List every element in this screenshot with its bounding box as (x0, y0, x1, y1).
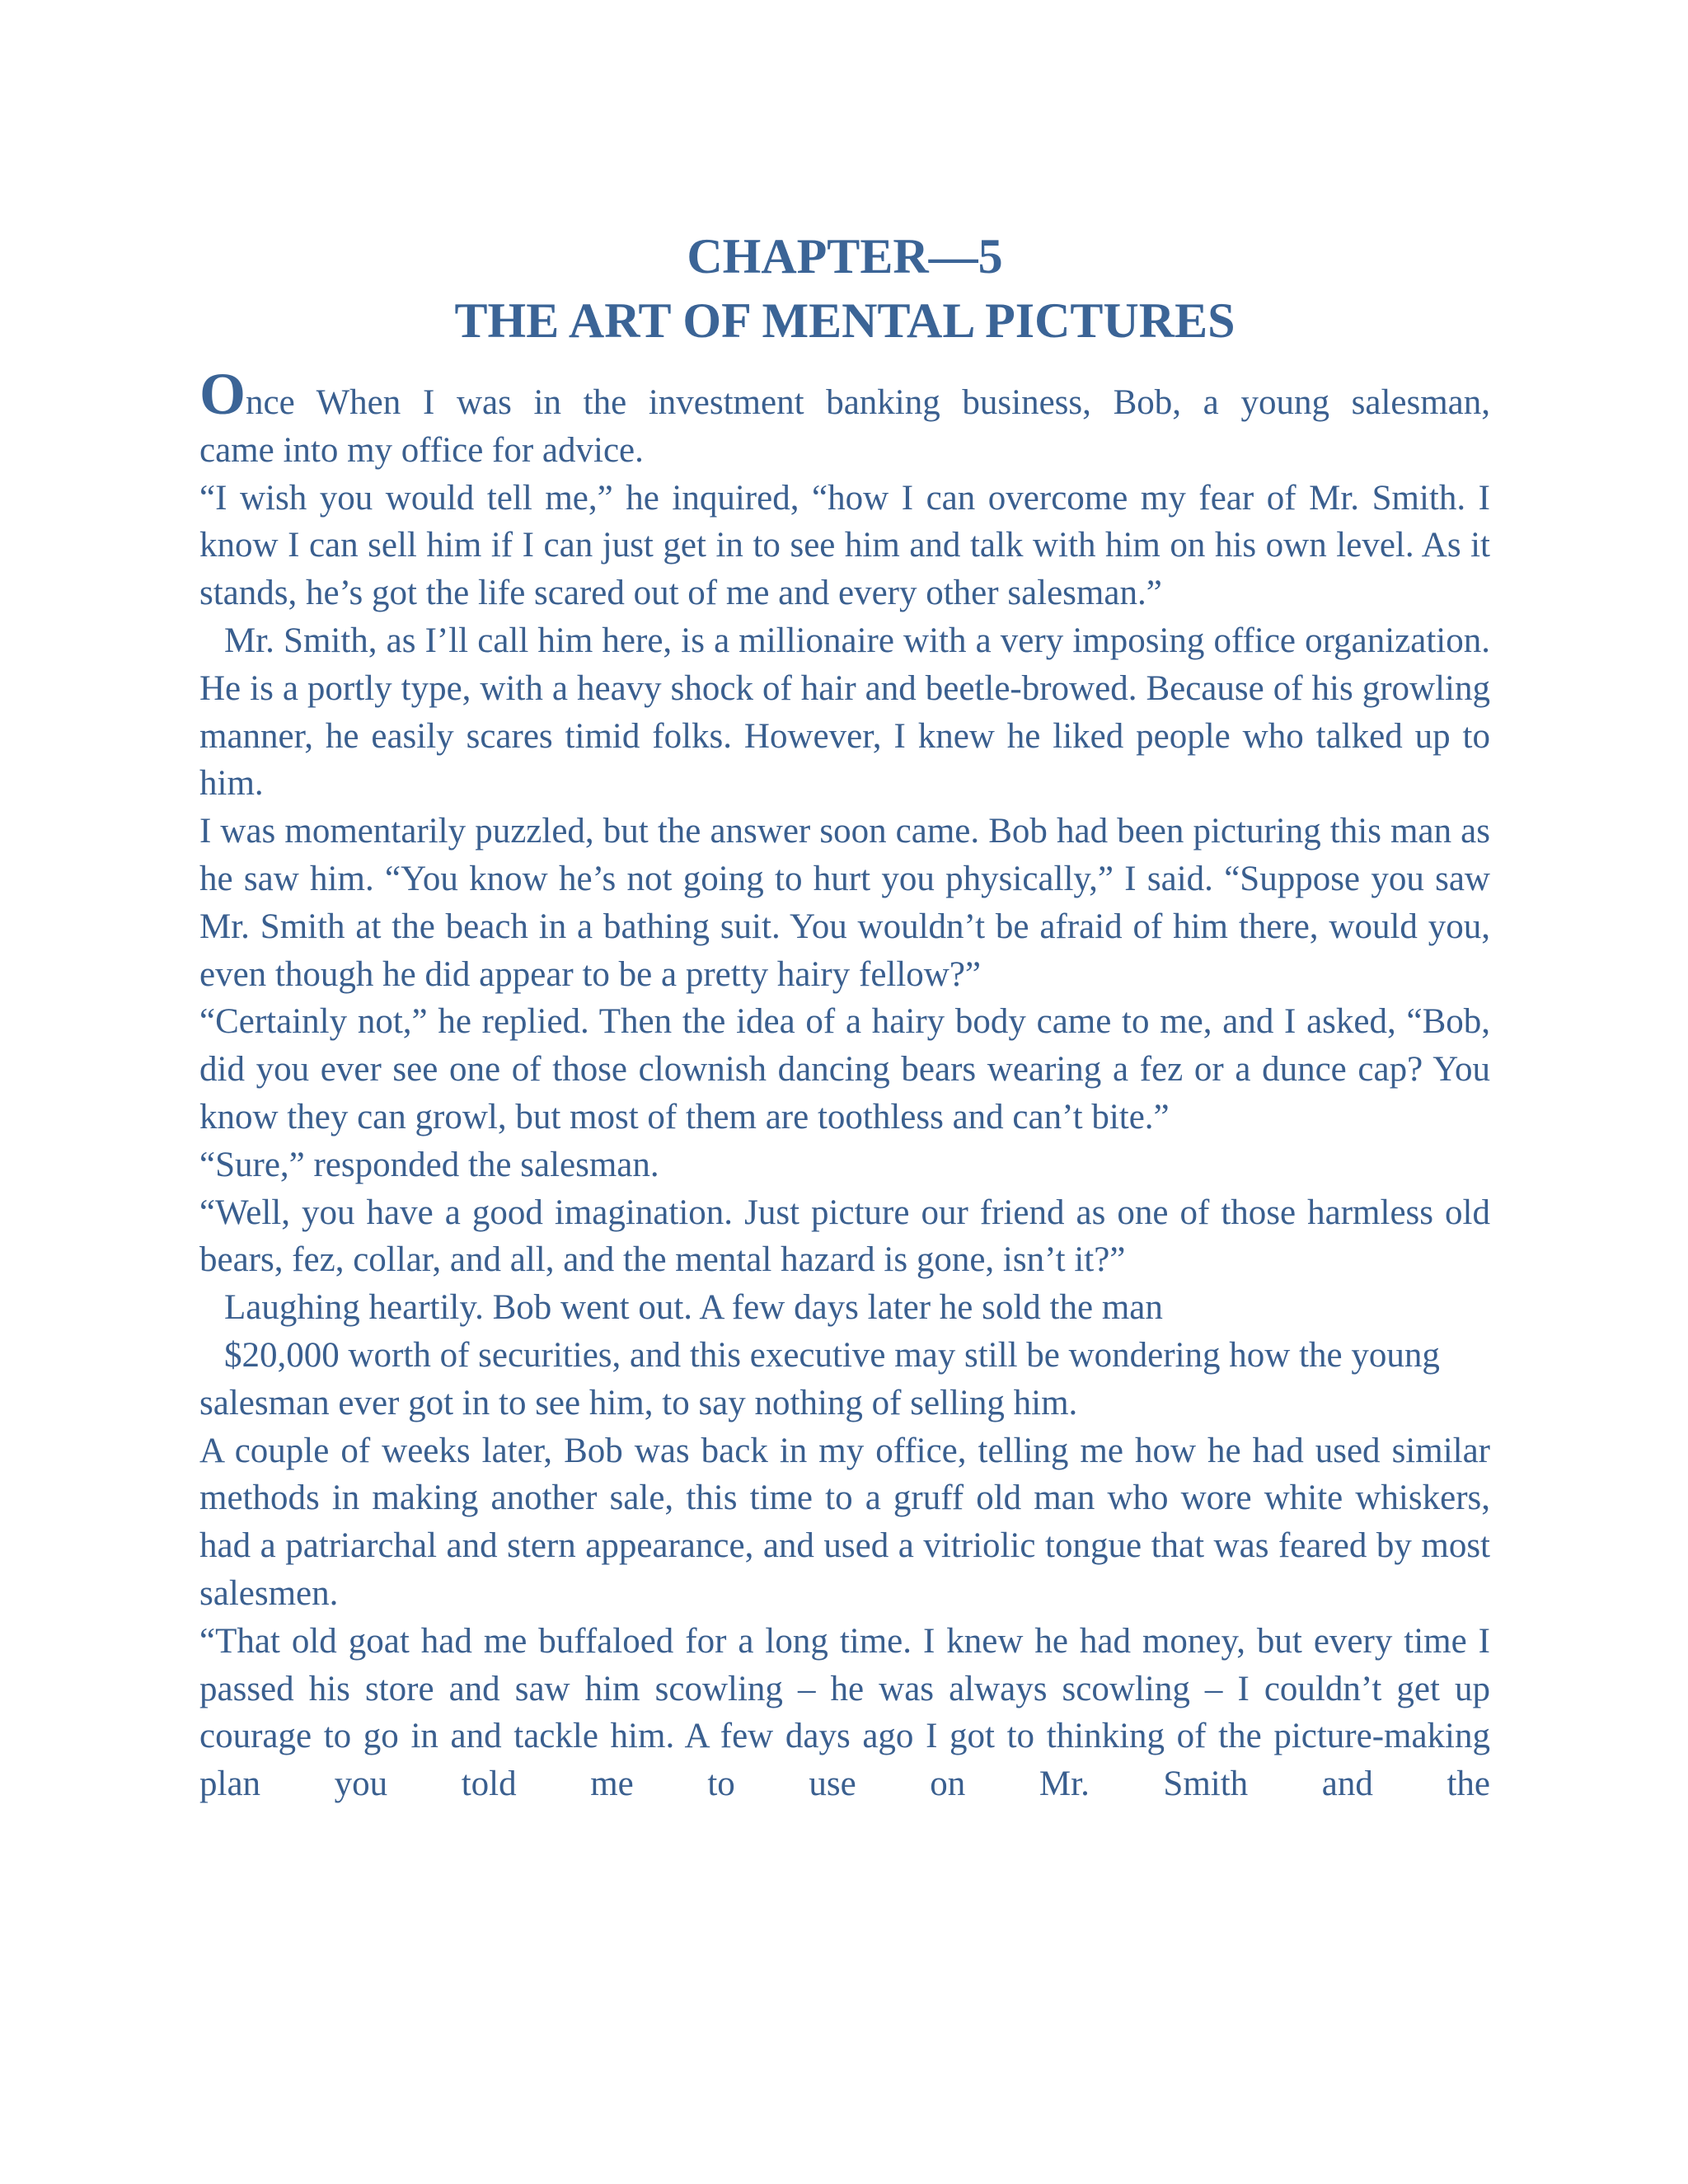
paragraph-4: I was momentarily puzzled, but the answer soon came. Bob had been picturing this man as he saw him. “You know he’s not going to hurt you physically,” I said. “Suppose you saw Mr. Smith at the beach in a bathing suit. You wouldn’t be afraid of him there, would you, even though he did appear to be a pretty hairy fellow?” (199, 812, 1490, 994)
paragraph-10: A couple of weeks later, Bob was back in my office, telling me how he had used similar methods in making another sale, this time to a gruff old man who wore white whiskers, had a patriarchal and stern appearance, and used a vitriolic tongue that was feared by most salesmen. (199, 1431, 1490, 1613)
paragraph-1-text-a: nce When I was in the investment banking business, Bob, a young salesman, (246, 383, 1490, 422)
chapter-number: CHAPTER—5 (687, 229, 1003, 284)
paragraph-3: Mr. Smith, as I’ll call him here, is a millionaire with a very imposing office organization. He is a portly type, with a heavy shock of hair and beetle-browed. Because of his growling manner, he easily scares timid folks. However, I knew he liked people who talked up to him. (199, 621, 1490, 804)
paragraph-1-line-2: came into my office for advice. (199, 430, 644, 470)
paragraph-9: $20,000 worth of securities, and this executive may still be wondering how the young salesman ever got in to see him, to say nothing of selling him. (199, 1335, 1440, 1422)
chapter-heading (199, 224, 1490, 353)
paragraph-6: “Sure,” responded the salesman. (199, 1145, 659, 1184)
drop-cap: O (199, 361, 246, 427)
chapter-title: THE ART OF MENTAL PICTURES (454, 293, 1236, 348)
document-page (199, 224, 1490, 1808)
paragraph-2: “I wish you would tell me,” he inquired, “how I can overcome my fear of Mr. Smith. I know I can sell him if I can just get in to see him and talk with him on his own level. As it stands, he’s got the life scared out of me and every other salesman.” (199, 478, 1490, 613)
paragraph-8: Laughing heartily. Bob went out. A few days later he sold the man (224, 1288, 1163, 1328)
paragraph-1 (199, 361, 1490, 475)
paragraph-7: “Well, you have a good imagination. Just picture our friend as one of those harmless old bears, fez, collar, and all, and the mental hazard is gone, isn’t it?” (199, 1193, 1490, 1280)
paragraph-5: “Certainly not,” he replied. Then the idea of a hairy body came to me, and I asked, “Bob, did you ever see one of those clownish dancing bears wearing a fez or a dunce cap? You know they can growl, but most of them are toothless and can’t bite.” (199, 1002, 1490, 1137)
paragraph-11: “That old goat had me buffaloed for a long time. I knew he had money, but every time I passed his store and saw him scowling – he was always scowling – I couldn’t get up courage to go in and tackle him. A few days ago I got to thinking of the picture-making plan you told me to use on Mr. Smith and the (199, 1621, 1490, 1804)
paragraph-1-line-1 (199, 361, 1490, 427)
